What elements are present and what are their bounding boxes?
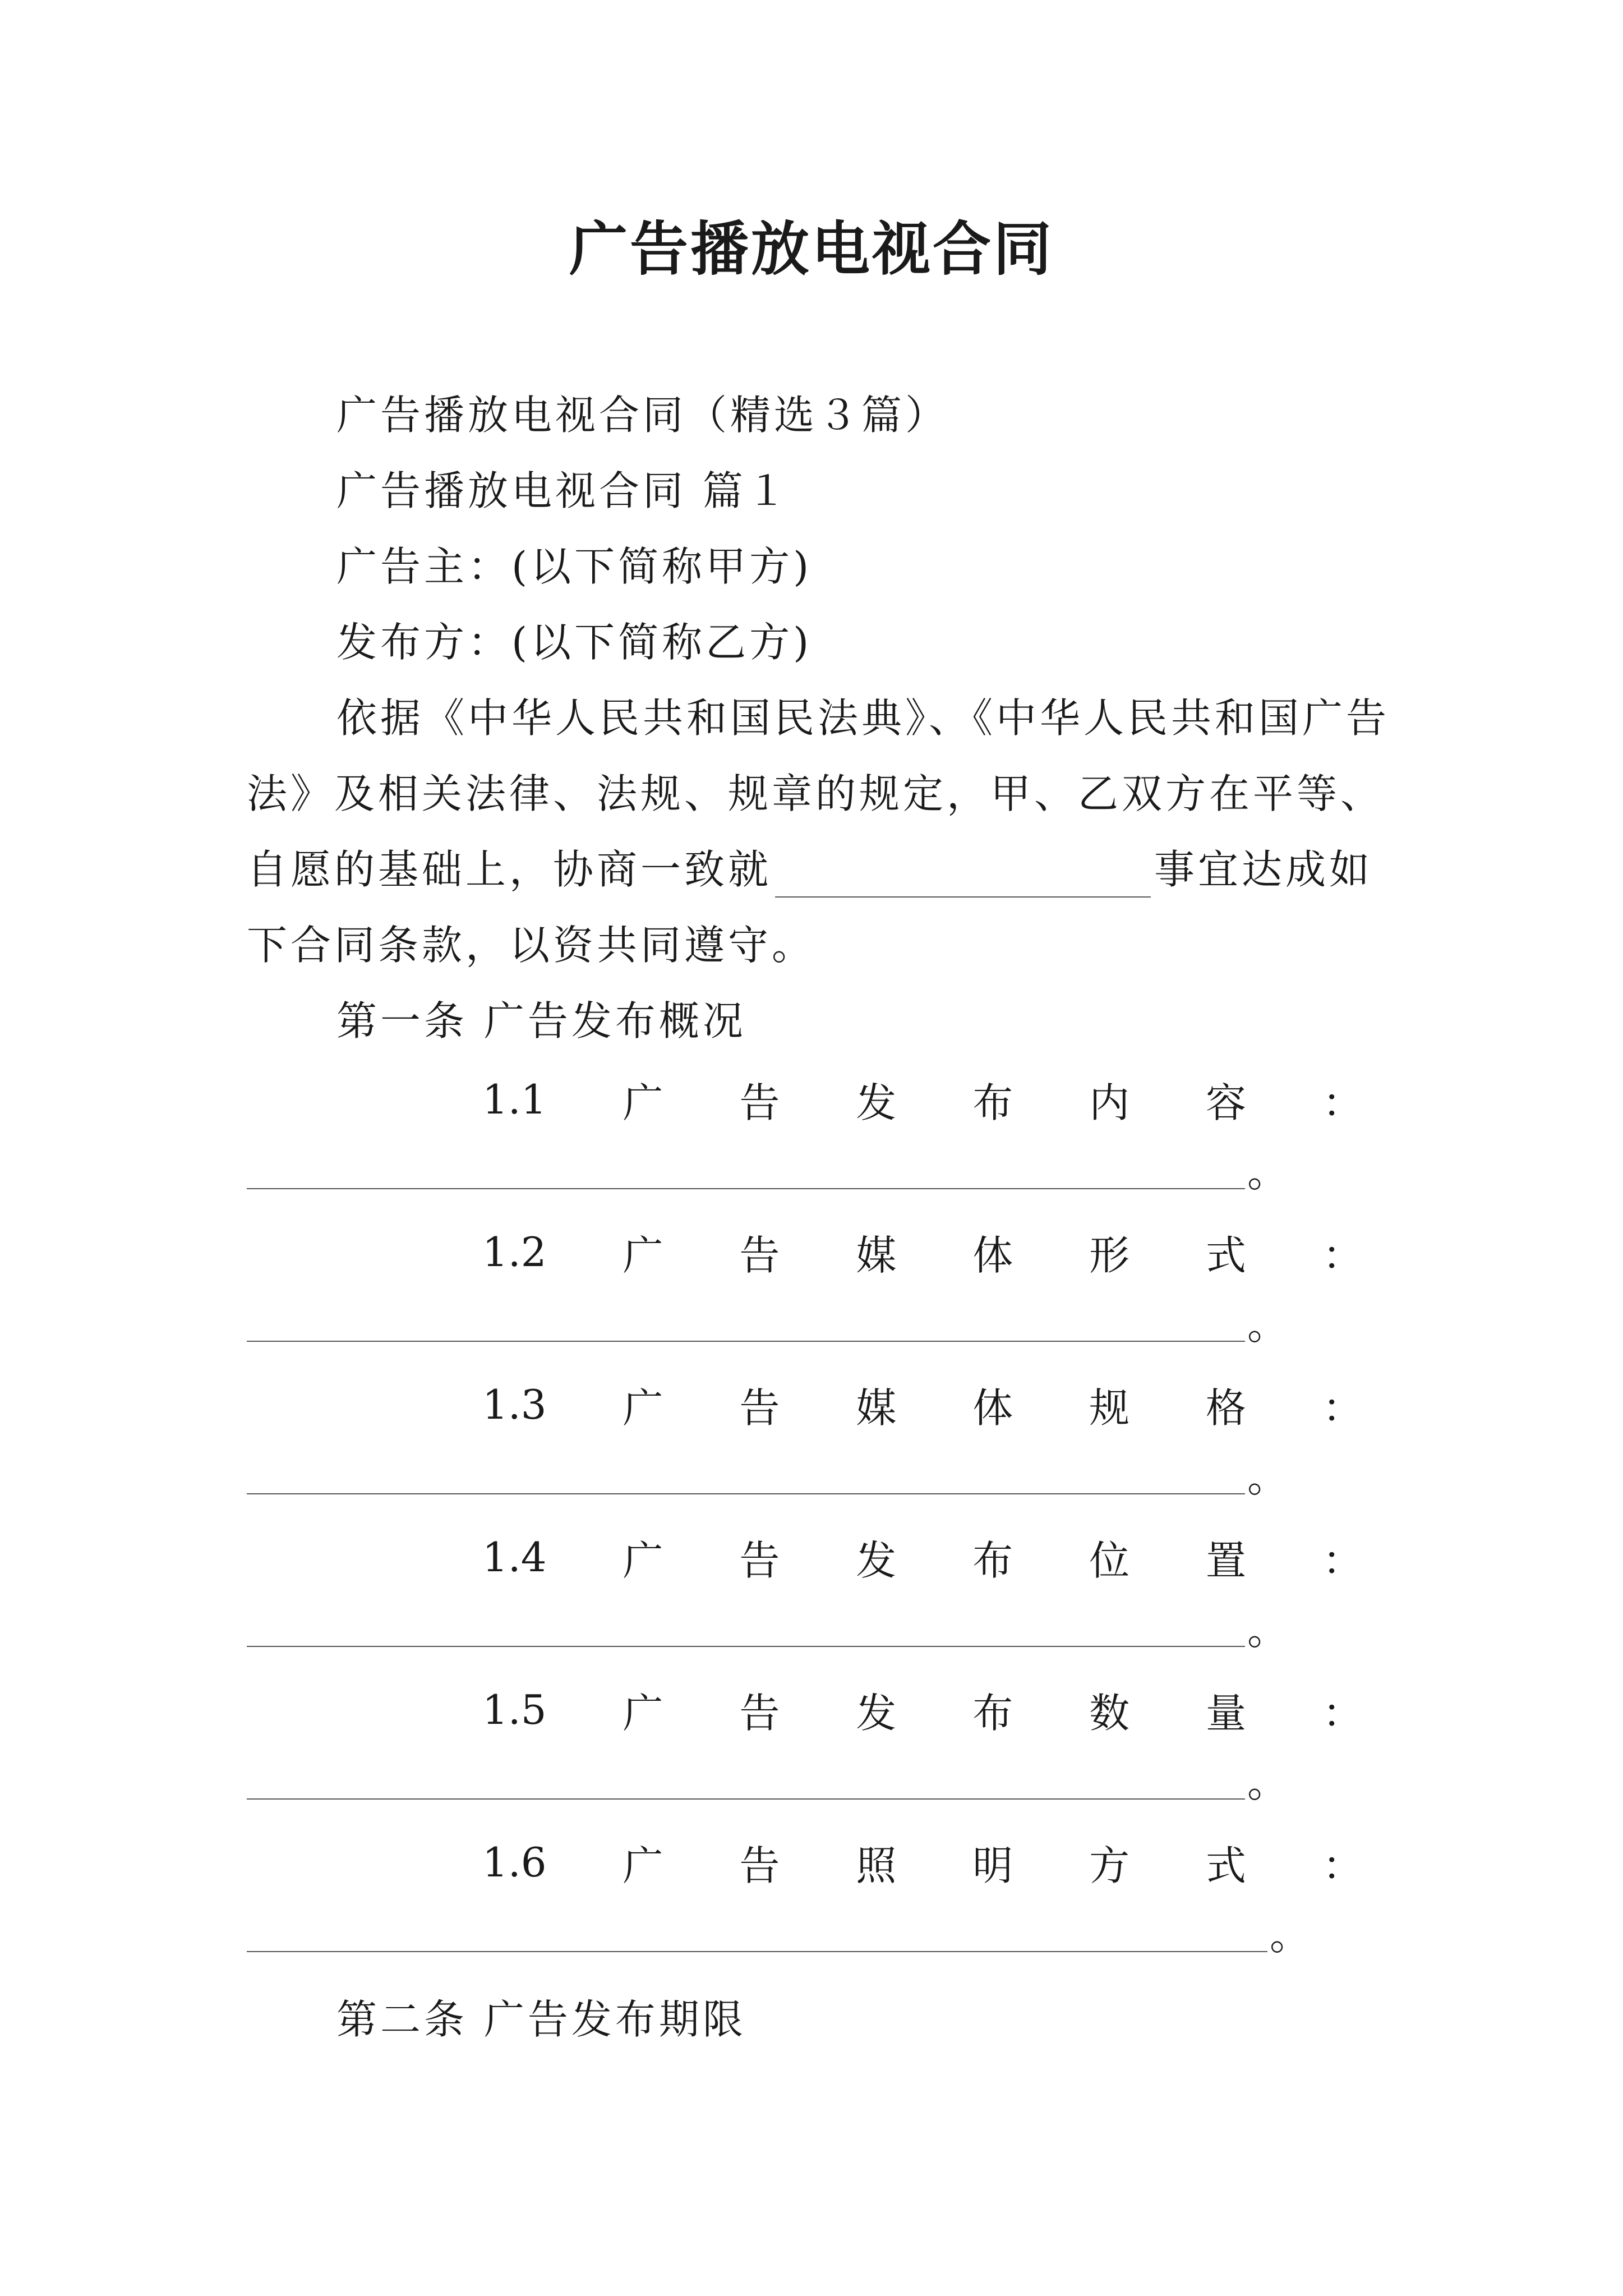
item-label-char: 告 bbox=[739, 1842, 780, 1889]
item-label-char: 方 bbox=[1089, 1842, 1130, 1889]
fill-blank bbox=[247, 1798, 1245, 1800]
paragraph-line: 下合同条款，以资共同遵守。 bbox=[247, 922, 816, 969]
item-label-char: 告 bbox=[739, 1690, 780, 1737]
fill-blank bbox=[247, 1493, 1245, 1494]
fill-blank bbox=[247, 1341, 1245, 1342]
item-label-char: 数 bbox=[1089, 1690, 1130, 1737]
item-label-char: 体 bbox=[972, 1384, 1013, 1432]
item-label-char: 体 bbox=[972, 1232, 1013, 1279]
item-label-char: 格 bbox=[1206, 1384, 1247, 1432]
item-label-char: 广 bbox=[623, 1384, 663, 1432]
advertiser-line: 广告主：(以下简称甲方) bbox=[336, 543, 813, 590]
item-label-char: 置 bbox=[1206, 1537, 1247, 1584]
item-end-mark: 。 bbox=[1270, 1912, 1311, 1959]
item-label-char: 广 bbox=[623, 1690, 663, 1737]
item-label-char: 规 bbox=[1089, 1384, 1130, 1432]
item-label-char: 明 bbox=[972, 1842, 1013, 1889]
item-label-row bbox=[482, 1071, 1363, 1128]
item-number: 1.4 bbox=[482, 1534, 547, 1581]
item-end-mark: 。 bbox=[1247, 1301, 1288, 1349]
fill-blank bbox=[247, 1646, 1245, 1647]
item-label-char: 告 bbox=[739, 1537, 780, 1584]
part-heading: 广告播放电视合同 篇１ bbox=[336, 467, 790, 514]
item-label-char: 媒 bbox=[856, 1384, 897, 1432]
item-label-char: 告 bbox=[739, 1079, 780, 1126]
item-label-row bbox=[482, 1529, 1363, 1585]
item-label-char: 广 bbox=[623, 1232, 663, 1279]
item-label-char: 告 bbox=[739, 1384, 780, 1432]
item-label-char: 形 bbox=[1089, 1232, 1130, 1279]
item-colon: ： bbox=[1322, 1079, 1363, 1126]
item-label-char: 容 bbox=[1206, 1079, 1247, 1126]
subtitle: 广告播放电视合同（精选３篇） bbox=[336, 392, 949, 439]
fill-blank bbox=[247, 1188, 1245, 1189]
item-label-char: 布 bbox=[972, 1079, 1013, 1126]
item-label-row bbox=[482, 1377, 1363, 1433]
article-heading: 第二条 广告发布期限 bbox=[336, 1996, 746, 2043]
item-label-char: 媒 bbox=[856, 1232, 897, 1279]
item-label-char: 发 bbox=[856, 1079, 897, 1126]
item-label-char: 式 bbox=[1206, 1842, 1247, 1889]
item-number: 1.3 bbox=[482, 1381, 547, 1428]
item-colon: ： bbox=[1322, 1384, 1363, 1432]
paragraph-line: 法》及相关法律、法规、规章的规定，甲、乙双方在平等、 bbox=[247, 770, 1385, 817]
item-label-char: 广 bbox=[623, 1537, 663, 1584]
item-label-char: 布 bbox=[972, 1690, 1013, 1737]
paragraph-text: 事宜达成如 bbox=[1154, 846, 1373, 893]
item-colon: ： bbox=[1322, 1690, 1363, 1737]
item-label-char: 广 bbox=[623, 1079, 663, 1126]
item-label-char: 广 bbox=[623, 1842, 663, 1889]
document-title: 广告播放电视合同 bbox=[569, 214, 1054, 283]
item-label-char: 式 bbox=[1206, 1232, 1247, 1279]
item-label-char: 发 bbox=[856, 1690, 897, 1737]
fill-blank bbox=[247, 1951, 1267, 1952]
item-end-mark: 。 bbox=[1247, 1149, 1288, 1196]
fill-blank bbox=[775, 857, 1151, 898]
item-colon: ： bbox=[1322, 1232, 1363, 1279]
item-end-mark: 。 bbox=[1247, 1607, 1288, 1654]
item-label-char: 内 bbox=[1089, 1079, 1130, 1126]
item-colon: ： bbox=[1322, 1842, 1363, 1889]
item-label-row bbox=[482, 1834, 1363, 1890]
item-label-char: 位 bbox=[1089, 1537, 1130, 1584]
item-number: 1.1 bbox=[482, 1076, 547, 1123]
item-label-row bbox=[482, 1224, 1363, 1280]
item-colon: ： bbox=[1322, 1537, 1363, 1584]
paragraph-line bbox=[247, 841, 1373, 898]
paragraph-text: 自愿的基础上，协商一致就 bbox=[247, 846, 772, 893]
paragraph-line: 依据《中华人民共和国民法典》、《中华人民共和国广告 bbox=[336, 694, 1390, 742]
item-number: 1.2 bbox=[482, 1228, 547, 1276]
item-label-char: 发 bbox=[856, 1537, 897, 1584]
item-number: 1.6 bbox=[482, 1839, 547, 1886]
article-heading: 第一条 广告发布概况 bbox=[336, 997, 746, 1045]
item-end-mark: 。 bbox=[1247, 1454, 1288, 1501]
item-label-char: 照 bbox=[856, 1842, 897, 1889]
item-label-row bbox=[482, 1682, 1363, 1738]
publisher-line: 发布方：(以下简称乙方) bbox=[336, 619, 813, 666]
item-end-mark: 。 bbox=[1247, 1759, 1288, 1806]
item-label-char: 量 bbox=[1206, 1690, 1247, 1737]
item-label-char: 告 bbox=[739, 1232, 780, 1279]
item-label-char: 布 bbox=[972, 1537, 1013, 1584]
item-number: 1.5 bbox=[482, 1686, 547, 1733]
